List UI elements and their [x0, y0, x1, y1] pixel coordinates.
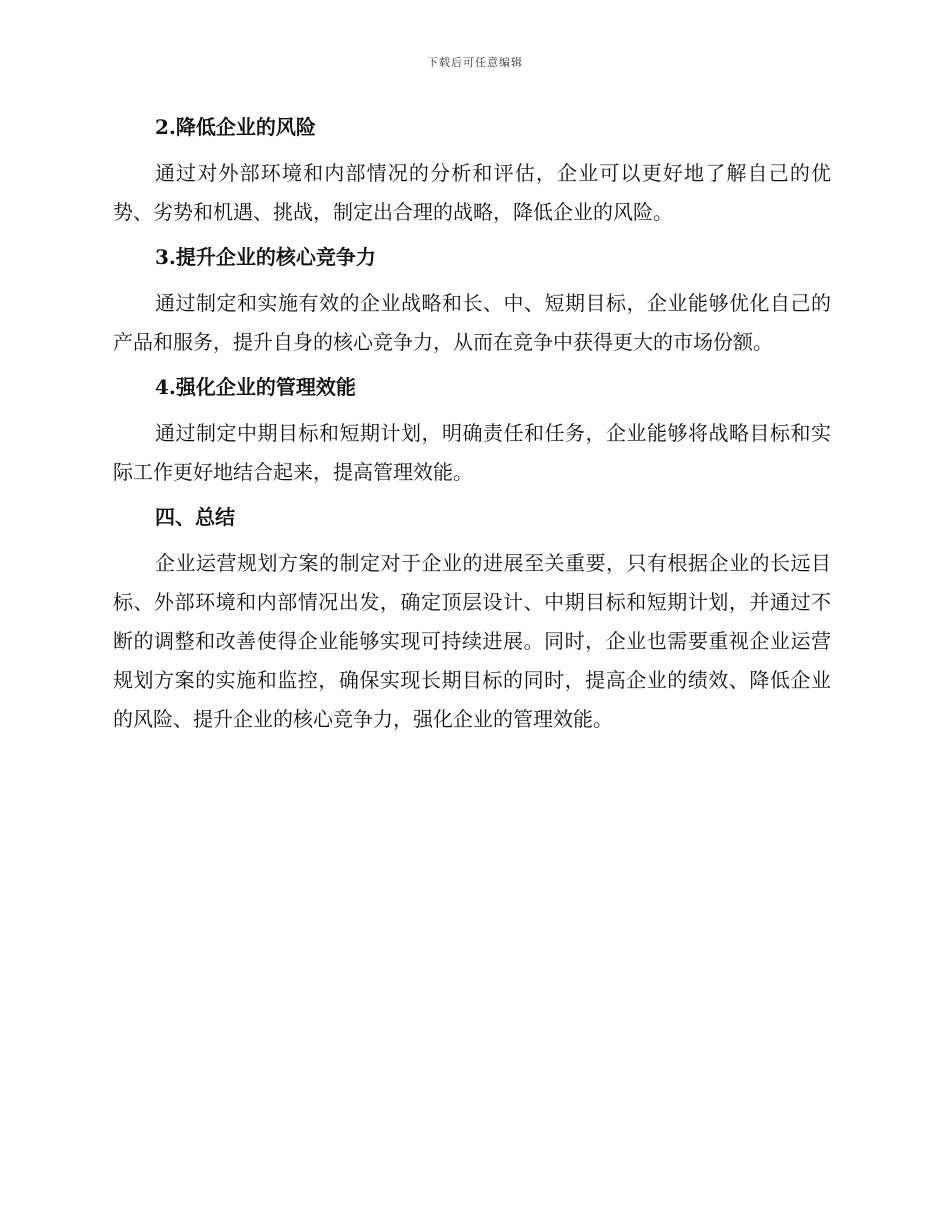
section-heading: 3.提升企业的核心竞争力 [155, 245, 376, 269]
section-heading: 2.降低企业的风险 [155, 115, 316, 139]
section-paragraph: 通过制定中期目标和短期计划，明确责任和任务，企业能够将战略目标和实际工作更好地结合起来，提高管理效能。 [113, 421, 831, 484]
section-paragraph: 通过对外部环境和内部情况的分析和评估，企业可以更好地了解自己的优势、劣势和机遇、挑战，制定出合理的战略，降低企业的风险。 [113, 161, 831, 224]
section-heading: 4.强化企业的管理效能 [155, 375, 356, 399]
section-heading: 四、总结 [155, 505, 235, 529]
section-core-competitiveness [113, 240, 831, 362]
section-reduce-risk [113, 110, 831, 232]
document-body [113, 110, 831, 747]
page-header-note: 下载后可任意编辑 [427, 56, 523, 69]
section-paragraph: 企业运营规划方案的制定对于企业的进展至关重要，只有根据企业的长远目标、外部环境和内部情况出发，确定顶层设计、中期目标和短期计划，并通过不断的调整和改善使得企业能够实现可持续进展。同时，企业也需要重视企业运营规划方案的实施和监控，确保实现长期目标的同时，提高企业的绩效、降低企业的风险、提升企业的核心竞争力，强化企业的管理效能。 [113, 551, 831, 731]
section-summary [113, 500, 831, 739]
section-management-efficiency [113, 370, 831, 492]
section-paragraph: 通过制定和实施有效的企业战略和长、中、短期目标，企业能够优化自己的产品和服务，提升自身的核心竞争力，从而在竞争中获得更大的市场份额。 [113, 291, 831, 354]
